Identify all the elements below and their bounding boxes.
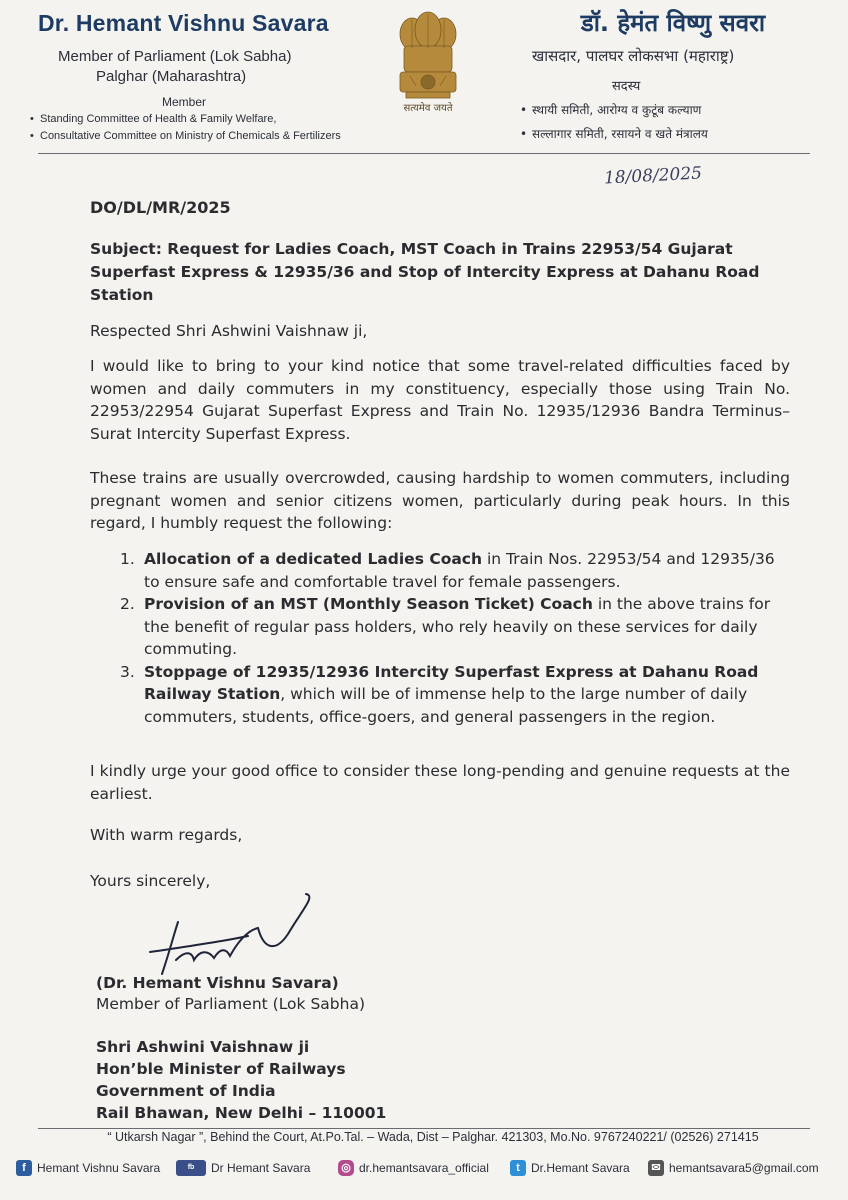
footer-divider <box>38 1128 810 1129</box>
email-icon: ✉ <box>648 1160 664 1176</box>
letterhead-right <box>528 6 818 39</box>
social-email-label: hemantsavara5@gmail.com <box>669 1161 819 1175</box>
letterhead-name-en: Dr. Hemant Vishnu Savara <box>38 10 329 36</box>
paragraph-1: I would like to bring to your kind notice that some travel-related difficulties faced by women and daily commuters in my constituency, especially those using Train No. 22953/22954 Gujarat Superfast Express and Train No. 12935/12936 Bandra Terminus–Surat Intercity Superfast Express. <box>90 357 790 443</box>
committee-item: • Standing Committee of Health & Family Welfare, <box>30 111 390 128</box>
signatory-name: (Dr. Hemant Vishnu Savara) <box>96 974 339 992</box>
twitter-icon: t <box>510 1160 526 1176</box>
list-item-number: 2. <box>120 595 135 613</box>
closing-yours: Yours sincerely, <box>90 872 211 890</box>
social-instagram-label: dr.hemantsavara_official <box>359 1161 489 1175</box>
instagram-icon: ◎ <box>338 1160 354 1176</box>
list-item <box>112 548 788 593</box>
letterhead-role-line-2: Palghar (Maharashtra) <box>96 68 247 85</box>
social-facebook-page[interactable] <box>176 1160 310 1176</box>
paragraph-3: I kindly urge your good office to consider these long-pending and genuine requests at the earliest. <box>90 762 790 803</box>
salutation: Respected Shri Ashwini Vaishnaw ji, <box>90 322 368 340</box>
committee-item-hi: • स्थायी समिती, आरोग्य व कुटूंब कल्याण <box>520 98 708 122</box>
letterhead-committees-hi <box>520 98 708 146</box>
facebook-page-icon: fb <box>176 1160 206 1176</box>
social-twitter[interactable] <box>510 1160 630 1176</box>
letter-date: 18/08/2025 <box>603 163 703 189</box>
letterhead-role-en <box>58 47 378 87</box>
letterhead-role-line-1: Member of Parliament (Lok Sabha) <box>58 48 292 65</box>
letterhead-left <box>38 10 368 37</box>
list-item-number: 1. <box>120 550 135 568</box>
letterhead-divider <box>38 153 810 154</box>
social-facebook-page-label: Dr Hemant Savara <box>211 1161 311 1175</box>
committee-item-hi: • सल्लागार समिती, रसायने व खते मंत्रालय <box>520 122 708 146</box>
list-item-bold: Stoppage of 12935/12936 Intercity Superfast Express at Dahanu Road Railway Station <box>144 662 759 703</box>
request-list <box>112 548 788 728</box>
footer-social-bar <box>16 1158 836 1182</box>
letterhead-member-hi: सदस्य <box>612 79 641 94</box>
addressee-line: Hon’ble Minister of Railways <box>96 1060 346 1078</box>
addressee-line: Rail Bhawan, New Delhi – 110001 <box>96 1104 387 1122</box>
letterhead-member-en: Member <box>162 95 207 109</box>
list-item <box>112 661 788 729</box>
list-item-bold: Allocation of a dedicated Ladies Coach <box>144 550 483 568</box>
social-email[interactable] <box>648 1160 819 1176</box>
footer-address: “ Utkarsh Nagar ”, Behind the Court, At.Po.Tal. – Wada, Dist – Palghar. 421303, Mo.No. 9767240221/ (02526) 271415 <box>107 1130 759 1144</box>
addressee-line: Government of India <box>96 1082 276 1100</box>
emblem-motto: सत्यमेव जयते <box>403 103 453 114</box>
social-instagram[interactable] <box>338 1160 489 1176</box>
letterhead-role-hi: खासदार, पालघर लोकसभा (महाराष्ट्र) <box>532 47 735 65</box>
facebook-icon: f <box>16 1160 32 1176</box>
list-item-text: , which will be of immense help to the large number of daily commuters, students, office-goers, and general passengers in the region. <box>144 685 748 726</box>
addressee-block <box>96 1036 386 1124</box>
closing-regards: With warm regards, <box>90 826 243 844</box>
letterhead-name-hi: डॉ. हेमंत विष्णु सवरा <box>580 9 766 37</box>
list-item <box>112 593 788 661</box>
addressee-line: Shri Ashwini Vaishnaw ji <box>96 1038 310 1056</box>
social-facebook-label: Hemant Vishnu Savara <box>37 1161 161 1175</box>
list-item-text: in the above trains for the benefit of regular pass holders, who rely heavily on these services for daily commuting. <box>144 595 771 658</box>
committee-item: • Consultative Committee on Ministry of Chemicals & Fertilizers <box>30 128 390 145</box>
social-twitter-label: Dr.Hemant Savara <box>531 1161 630 1175</box>
list-item-bold: Provision of an MST (Monthly Season Ticket) Coach <box>144 595 593 613</box>
paragraph-2: These trains are usually overcrowded, causing hardship to women commuters, including pregnant women and senior citizens women, particularly during peak hours. In this regard, I humbly request the following: <box>90 469 790 532</box>
letterhead-committees-en <box>30 111 390 145</box>
subject-line: Subject: Request for Ladies Coach, MST Coach in Trains 22953/54 Gujarat Superfast Express & 12935/36 and Stop of Intercity Express at Dahanu Road Station <box>90 240 760 304</box>
social-facebook[interactable] <box>16 1160 160 1176</box>
list-item-number: 3. <box>120 662 135 681</box>
list-item-text: in Train Nos. 22953/54 and 12935/36 to ensure safe and comfortable travel for female passengers. <box>144 550 775 591</box>
signatory-role: Member of Parliament (Lok Sabha) <box>96 995 365 1013</box>
reference-number: DO/DL/MR/2025 <box>90 198 231 217</box>
